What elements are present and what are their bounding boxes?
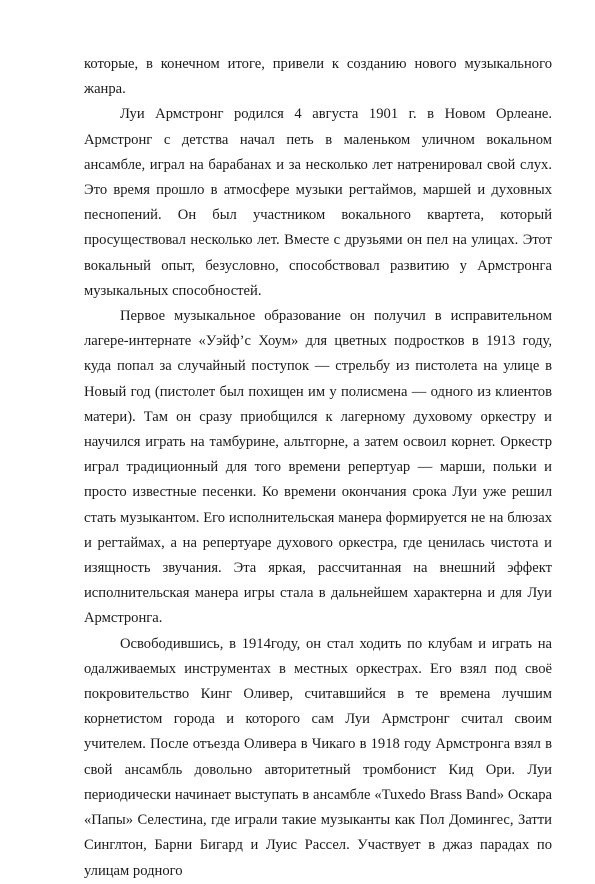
paragraph-continuation: которые, в конечном итоге, привели к созданию нового музыкального жанра. xyxy=(84,56,552,98)
document-page xyxy=(84,52,552,884)
paragraph-career: Освободившись, в 1914году, он стал ходить по клубам и играть на одалживаемых инструментах в местных оркестрах. Его взял под своё покровительство Кинг Оливер, считавшийся в те времена лучшим корнетистом города и которого сам Луи Армстронг считал своим учителем. После отъезда Оливера в Чикаго в 1918 году Армстронга взял в свой ансамбль довольно авторитетный тромбонист Кид Ори. Луи периодически начинает выступать в ансамбле «Tuxedo Brass Band» Оскара «Папы» Селестина, где играли такие музыканты как Пол Домингес, Затти Синглтон, Барни Бигард и Луис Рассел. Участвует в джаз парадах по улицам родного xyxy=(84,635,552,879)
paragraph-education: Первое музыкальное образование он получил в исправительном лагере-интернате «Уэйф’с Хоум» для цветных подростков в 1913 году, куда попал за случайный поступок — стрельбу из пистолета на улице в Новый год (пистолет был похищен им у полисмена — одного из клиентов матери). Там он сразу приобщился к лагерному духовому оркестру и научился играть на тамбурине, альтгорне, а затем освоил корнет. Оркестр играл традиционный для того времени репертуар — марши, польки и просто известные песенки. Ко времени окончания срока Луи уже решил стать музыкантом. Его исполнительская манера формируется не на блюзах и регтаймах, а на репертуаре духового оркестра, где ценилась чистота и изящность звучания. Эта яркая, рассчитанная на внешний эффект исполнительская манера игры стала в дальнейшем характерна и для Луи Армстронга. xyxy=(84,308,552,627)
paragraph-birth: Луи Армстронг родился 4 августа 1901 г. в Новом Орлеане. Армстронг с детства начал петь в маленьком уличном вокальном ансамбле, играл на барабанах и за несколько лет натренировал свой слух. Это время прошло в атмосфере музыки регтаймов, маршей и духовных песнопений. Он был участником вокального квартета, который просуществовал несколько лет. Вместе с друзьями он пел на улицах. Этот вокальный опыт, безусловно, способствовал развитию у Армстронга музыкальных способностей. xyxy=(84,106,552,299)
